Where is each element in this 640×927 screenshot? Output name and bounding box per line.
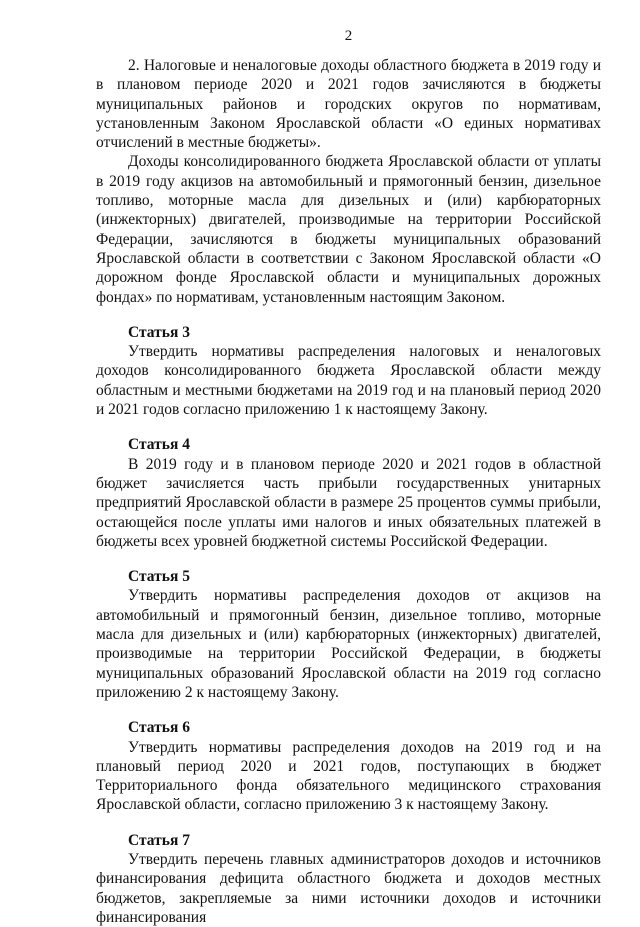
- article-4: [96, 435, 601, 551]
- article-heading: Статья 5: [128, 568, 190, 586]
- article-text: Утвердить нормативы распределения доходов от акцизов на автомобильный и прямогонный бензин, дизельное топливо, моторные масла для дизельных и (или) карбюраторных (инжекторных) двигателей, производимые на территории Российской Федерации, в бюджеты муниципальных образований Ярославской области на 2019 год согласно приложению 2 к настоящему Закону.: [96, 587, 601, 701]
- document-page: [96, 26, 601, 927]
- intro-section: [96, 56, 601, 307]
- article-text: В 2019 году и в плановом периоде 2020 и 2021 годов в областной бюджет зачисляется часть прибыли государственных унитарных предприятий Ярославской области в размере 25 процентов суммы прибыли, остающейся после уплаты ими налогов и иных обязательных платежей в бюджеты всех уровней бюджетной системы Российской Федерации.: [96, 455, 601, 550]
- intro-paragraph: 2. Налоговые и неналоговые доходы областного бюджета в 2019 году и в плановом периоде 2020 и 2021 годов зачисляются в бюджеты муниципальных районов и городских округов по нормативам, установленным Законом Ярославской области «О единых нормативах отчислений в местные бюджеты».: [96, 57, 601, 152]
- article-3: [96, 323, 601, 419]
- article-5: [96, 567, 601, 702]
- article-text: Утвердить нормативы распределения налоговых и неналоговых доходов консолидированного бюджета Ярославской области между областным и местными бюджетами на 2019 год и на плановый период 2020 и 2021 годов согласно приложению 1 к настоящему Закону.: [96, 343, 601, 419]
- article-6: [96, 718, 601, 814]
- article-heading: Статья 7: [128, 831, 190, 849]
- article-7: [96, 831, 601, 927]
- article-heading: Статья 6: [128, 719, 190, 737]
- intro-paragraph: Доходы консолидированного бюджета Ярославской области от уплаты в 2019 году акцизов на автомобильный и прямогонный бензин, дизельное топливо, моторные масла для дизельных и (или) карбюраторных (инжекторных) двигателей, производимые на территории Российской Федерации, зачисляются в бюджеты муниципальных образований Ярославской области в соответствии с Законом Ярославской области «О дорожном фонде Ярославской области и муниципальных дорожных фондах» по нормативам, установленным настоящим Законом.: [96, 153, 601, 306]
- article-heading: Статья 4: [128, 436, 190, 454]
- article-text: Утвердить перечень главных администраторов доходов и источников финансирования дефицита областного бюджета и доходов местных бюджетов, закрепляемые за ними источники доходов и источники финансирования: [96, 850, 601, 926]
- page-number: 2: [344, 28, 353, 44]
- article-heading: Статья 3: [128, 323, 190, 341]
- article-text: Утвердить нормативы распределения доходов на 2019 год и на плановый период 2020 и 2021 годов, поступающих в бюджет Территориального фонда обязательного медицинского страхования Ярославской области, согласно приложению 3 к настоящему Закону.: [96, 738, 601, 814]
